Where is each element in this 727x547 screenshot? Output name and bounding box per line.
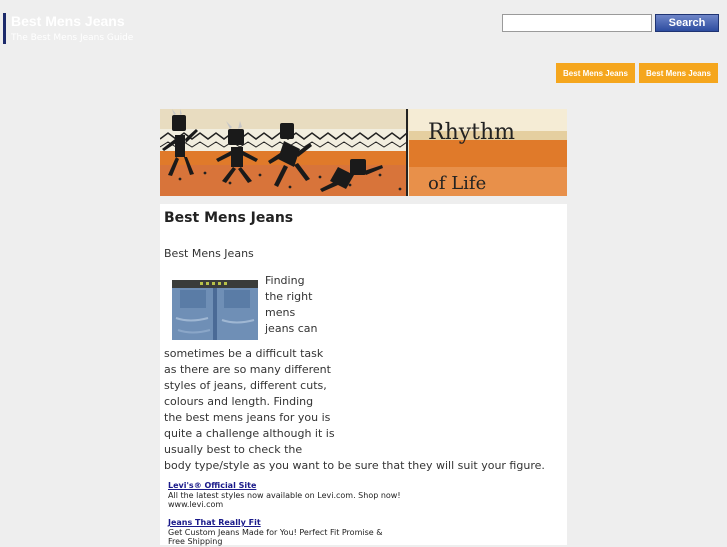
post-title[interactable]: Best Mens Jeans [164, 210, 294, 226]
site-header [3, 13, 133, 44]
post-text-line: jeans can [265, 322, 318, 335]
post-text-line: quite a challenge although it is [164, 427, 335, 440]
nav-tab-best-mens-jeans-1[interactable]: Best Mens Jeans [556, 63, 635, 83]
ad-description: All the latest styles now available on Levi.com. Shop now! [168, 490, 401, 500]
post-text-line: the best mens jeans for you is [164, 411, 331, 424]
post-text-line: styles of jeans, different cuts, [164, 379, 327, 392]
ad-title-link[interactable]: Jeans That Really Fit [168, 518, 261, 527]
post-text-line: body type/style as you want to be sure that they will suit your figure. [164, 459, 545, 472]
search-input[interactable] [502, 14, 652, 32]
post-text-line: sometimes be a difficult task [164, 347, 324, 360]
post-text-line: colours and length. Finding [164, 395, 314, 408]
header-banner [160, 109, 567, 196]
ad-url[interactable]: www.levi.com [168, 500, 224, 509]
ad-unit-levis [168, 481, 401, 510]
ad-unit-jeans-fit [168, 518, 382, 547]
nav-tab-best-mens-jeans-2[interactable]: Best Mens Jeans [639, 63, 718, 83]
site-tagline: The Best Mens Jeans Guide [11, 33, 134, 43]
banner-art [160, 109, 567, 196]
post-text-line: usually best to check the [164, 443, 303, 456]
main-content [160, 204, 567, 545]
banner-text-rhythm: Rhythm [428, 120, 516, 145]
ad-description: Get Custom Jeans Made for You! Perfect Fit Promise & [168, 527, 383, 537]
post-subtitle: Best Mens Jeans [164, 247, 254, 260]
post-text-line: as there are so many different [164, 363, 331, 376]
ad-title-link[interactable]: Levi's® Official Site [168, 481, 257, 490]
banner-text-of-life: of Life [428, 173, 487, 194]
search-button[interactable]: Search [655, 14, 719, 32]
post-text-line: the right [265, 290, 313, 303]
jeans-image [170, 278, 260, 341]
site-title[interactable]: Best Mens Jeans [11, 13, 125, 29]
post-text-line: Finding [265, 274, 305, 287]
ad-description-continued: Free Shipping [168, 537, 223, 546]
post-text-line: mens [265, 306, 296, 319]
